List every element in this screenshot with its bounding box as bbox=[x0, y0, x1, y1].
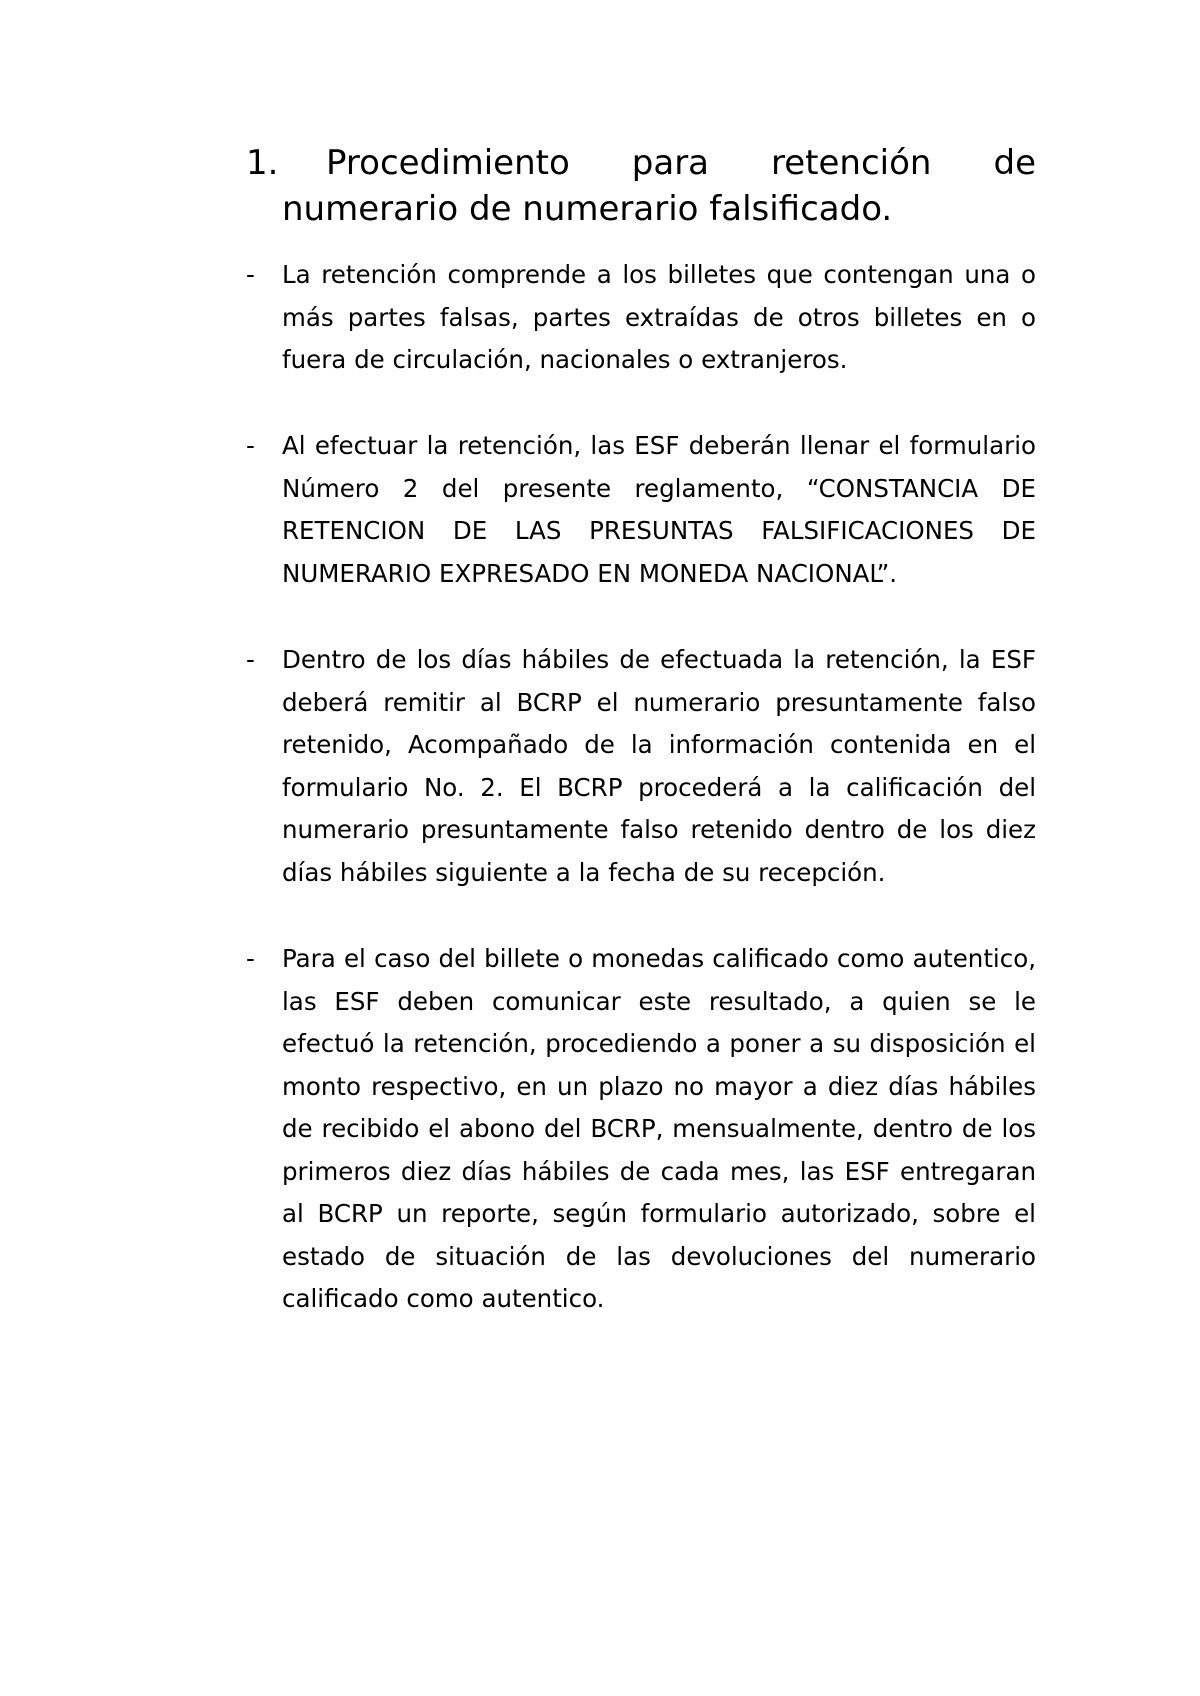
list-item bbox=[246, 254, 1036, 382]
list-item-text: Al efectuar la retención, las ESF deberán llenar el formulario Número 2 del presente reglamento, “CONSTANCIA DE RETENCION DE LAS PRESUNTAS FALSIFICACIONES DE NUMERARIO EXPRESADO EN MONEDA NACIONAL”. bbox=[282, 431, 1036, 588]
heading-line-1: Procedimiento para retención de bbox=[326, 143, 1036, 183]
list-item-text: Dentro de los días hábiles de efectuada la retención, la ESF deberá remitir al BCRP el numerario presuntamente falso retenido, Acompañado de la información contenida en el formulario No. 2. El BCRP procederá a la calificación del numerario presuntamente falso retenido dentro de los diez días hábiles siguiente a la fecha de su recepción. bbox=[282, 645, 1036, 887]
heading-line-2: numerario de numerario falsificado. bbox=[282, 189, 893, 229]
bullet-dash: - bbox=[246, 260, 255, 289]
heading-number: 1. bbox=[246, 143, 279, 183]
list-item-text: La retención comprende a los billetes que contengan una o más partes falsas, partes extraídas de otros billetes en o fuera de circulación, nacionales o extranjeros. bbox=[282, 260, 1036, 374]
list-item bbox=[246, 938, 1036, 1321]
section-heading bbox=[246, 140, 1036, 232]
bullet-dash: - bbox=[246, 431, 255, 460]
heading-text bbox=[246, 140, 1036, 232]
list-item bbox=[246, 425, 1036, 595]
bullet-dash: - bbox=[246, 944, 255, 973]
bullet-dash: - bbox=[246, 645, 255, 674]
list-item-text: Para el caso del billete o monedas calificado como autentico, las ESF deben comunicar este resultado, a quien se le efectuó la retención, procediendo a poner a su disposición el monto respectivo, en un plazo no mayor a diez días hábiles de recibido el abono del BCRP, mensualmente, dentro de los primeros diez días hábiles de cada mes, las ESF entregaran al BCRP un reporte, según formulario autorizado, sobre el estado de situación de las devoluciones del numerario calificado como autentico. bbox=[282, 944, 1036, 1313]
list-item bbox=[246, 639, 1036, 894]
